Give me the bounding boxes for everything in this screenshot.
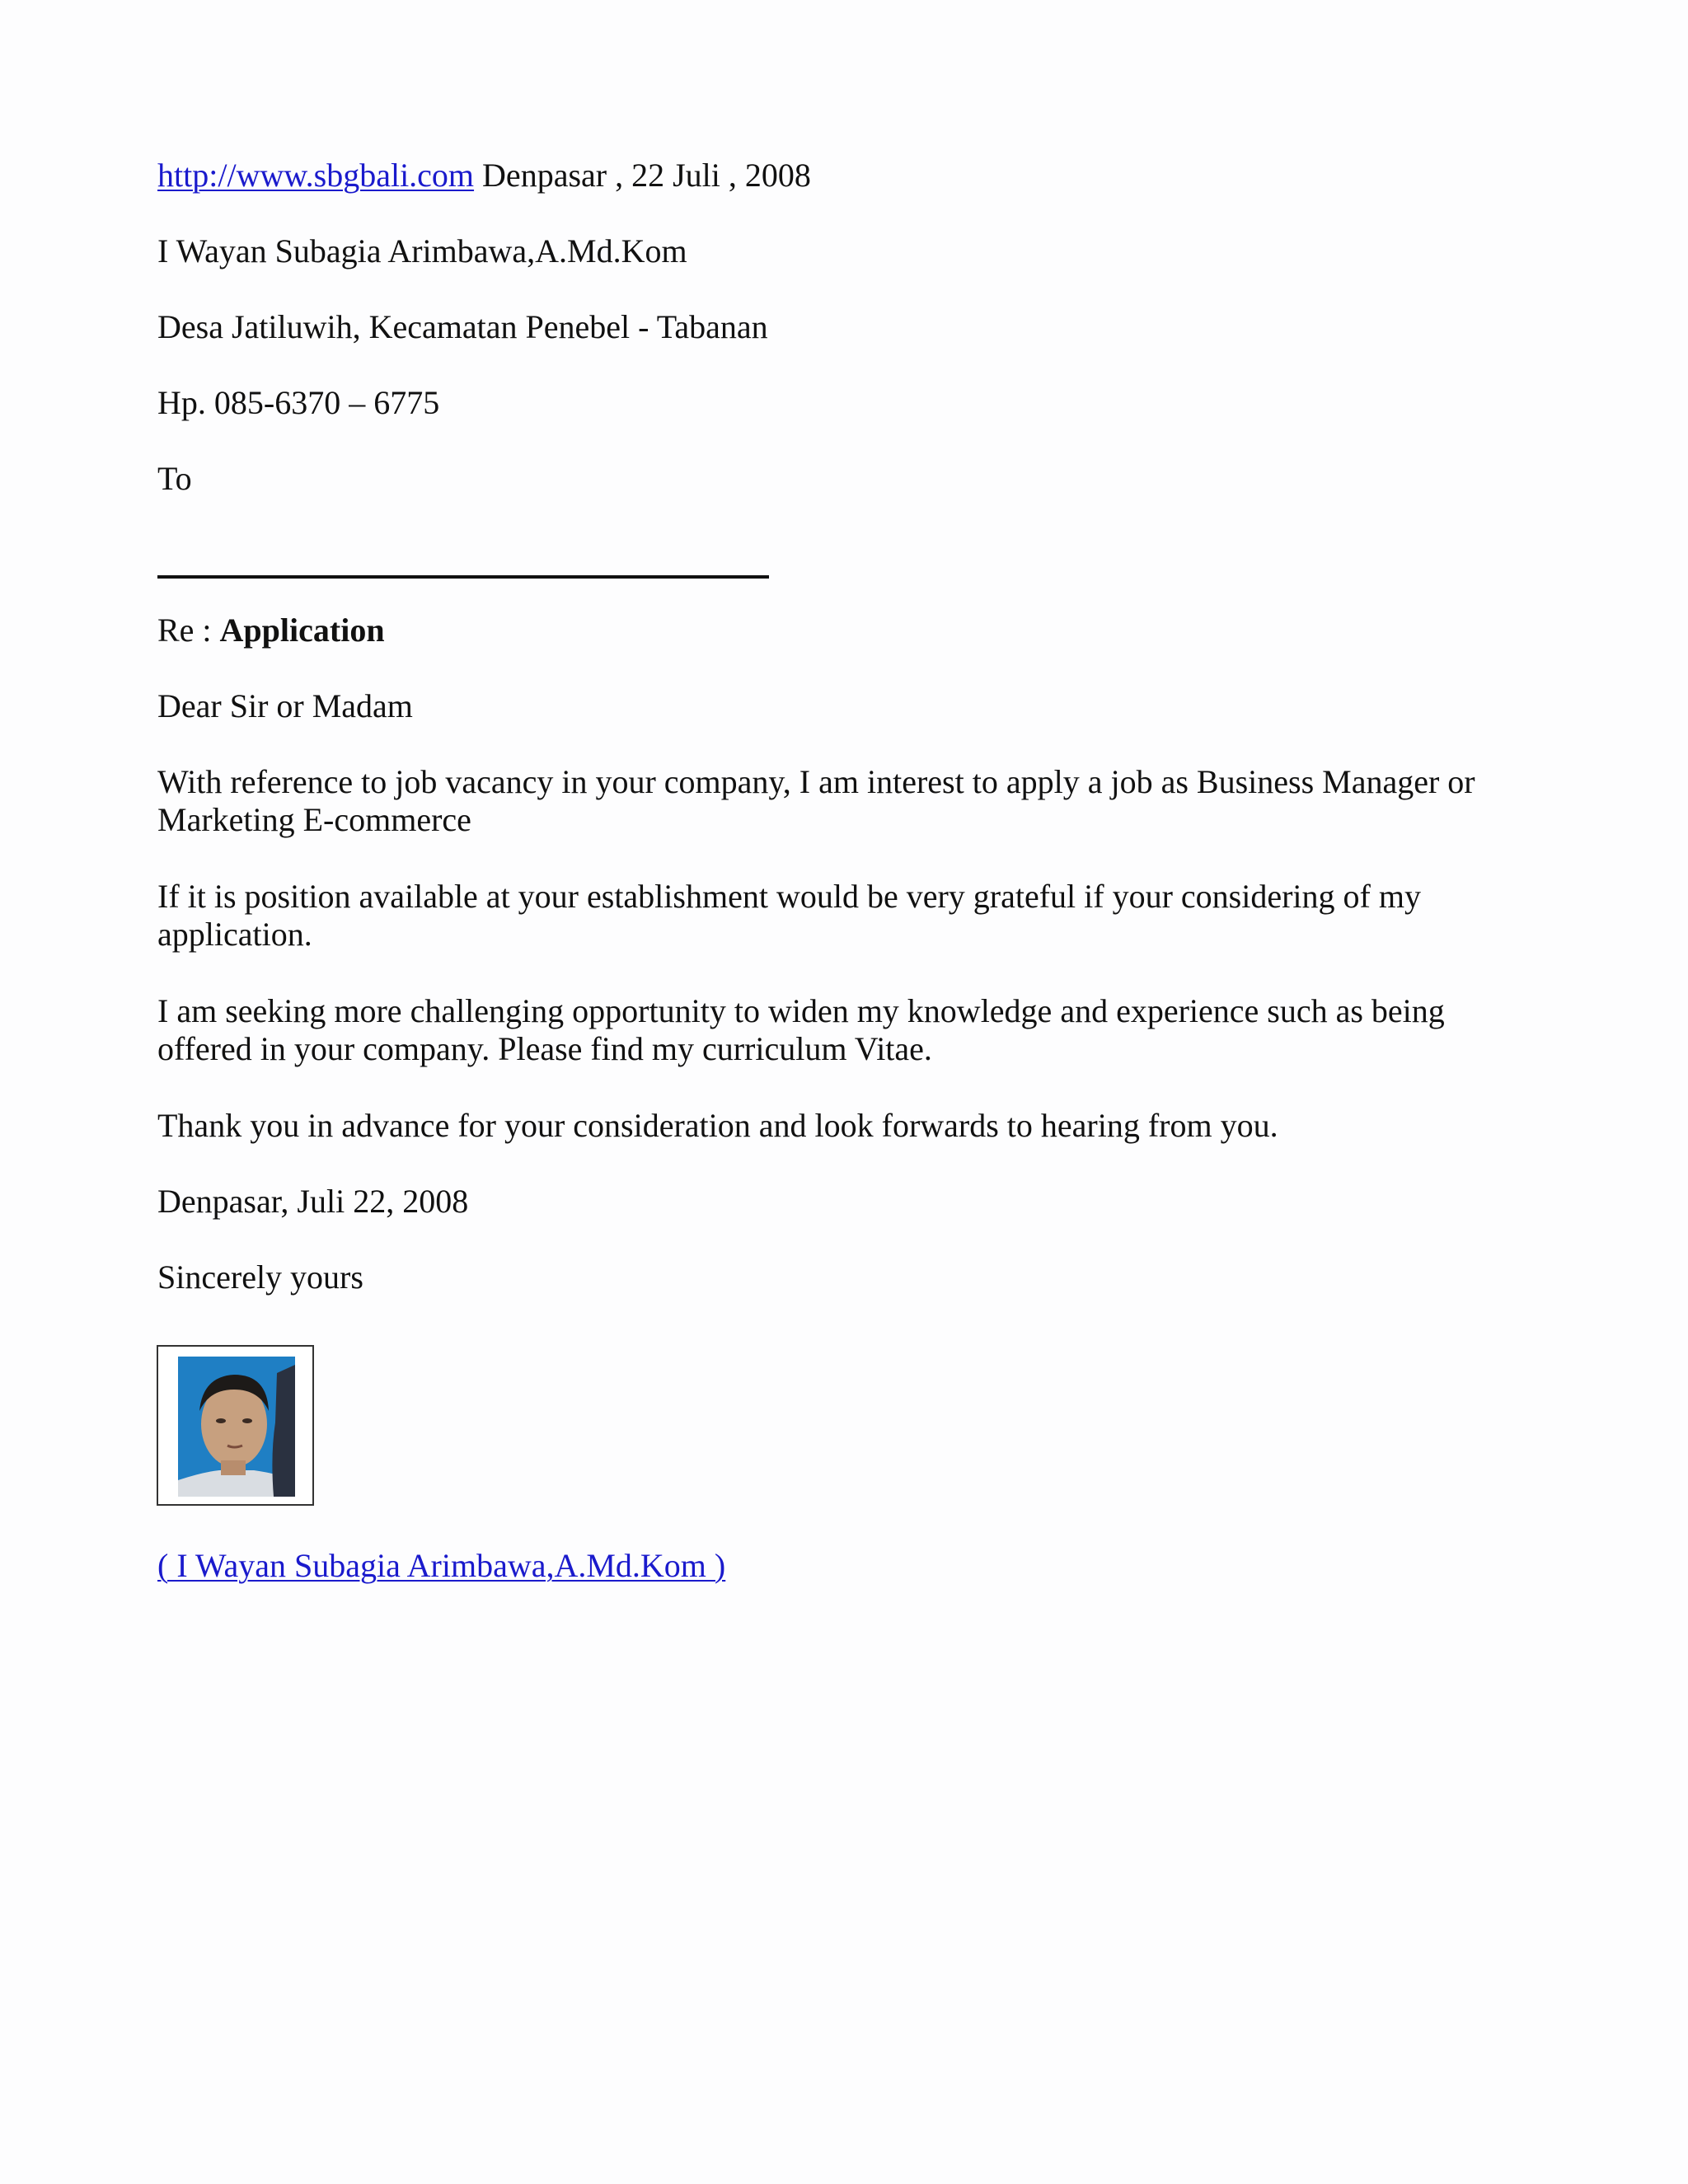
recipient-blank-line [157, 575, 769, 579]
body-paragraph-1: With reference to job vacancy in your company, I am interest to apply a job as Business Manager or Marketing E-commerce [157, 763, 1475, 838]
signature-photo [178, 1357, 295, 1497]
place-date: Denpasar , 22 Juli , 2008 [474, 157, 811, 194]
sender-name: I Wayan Subagia Arimbawa,A.Md.Kom [157, 232, 687, 269]
signature-line [157, 1547, 725, 1585]
recipient-to-label: To [157, 460, 192, 497]
signature-name-link[interactable]: ( I Wayan Subagia Arimbawa,A.Md.Kom ) [157, 1547, 726, 1584]
body-paragraph-2: If it is position available at your establishment would be very grateful if your considering of my application. [157, 878, 1421, 953]
closing-date: Denpasar, Juli 22, 2008 [157, 1183, 469, 1220]
header-line [157, 157, 811, 194]
subject-prefix: Re : [157, 612, 220, 649]
signature-photo-frame [157, 1345, 314, 1506]
body-paragraph-3: I am seeking more challenging opportunity to widen my knowledge and experience such as being offered in your company. Please find my curriculum Vitae. [157, 992, 1445, 1067]
body-paragraph-4: Thank you in advance for your consideration and look forwards to hearing from you. [157, 1107, 1278, 1144]
subject-line [157, 612, 385, 649]
subject-title: Application [219, 612, 385, 649]
sender-phone: Hp. 085-6370 – 6775 [157, 384, 440, 421]
salutation: Dear Sir or Madam [157, 687, 413, 724]
closing-phrase: Sincerely yours [157, 1258, 363, 1296]
portrait-image [178, 1357, 295, 1497]
website-link[interactable]: http://www.sbgbali.com [157, 157, 475, 194]
sender-address: Desa Jatiluwih, Kecamatan Penebel - Tabanan [157, 308, 768, 345]
